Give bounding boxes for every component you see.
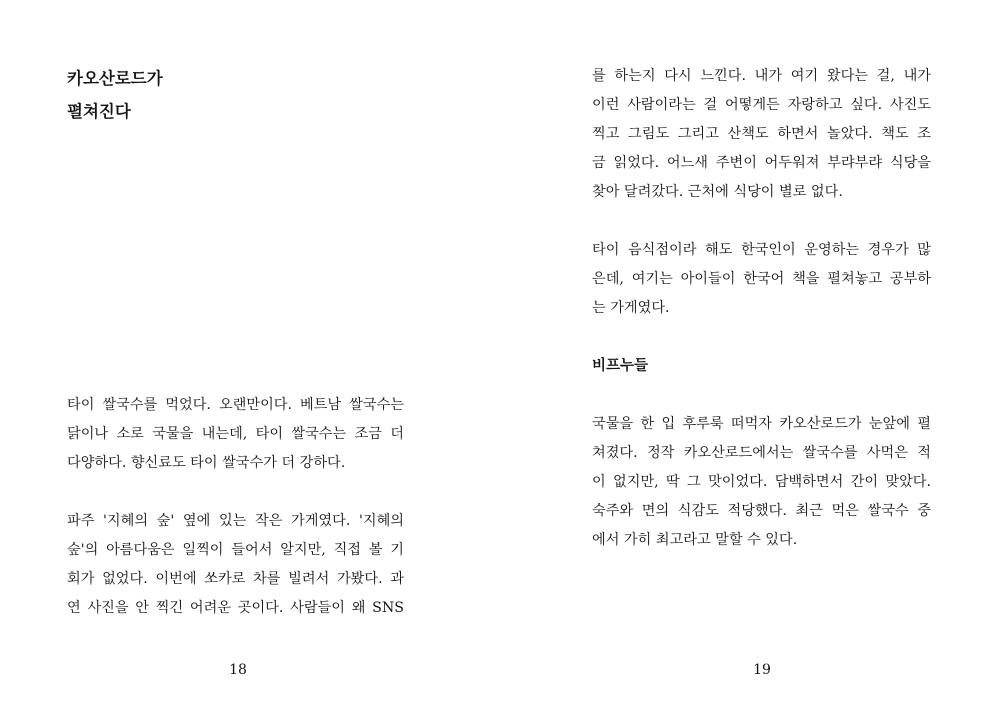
text-line: 찍고 그림도 그리고 산책도 하면서 놀았다. 책도 조 — [592, 126, 931, 142]
text-line: 파주 '지혜의 숲' 옆에 있는 작은 가게였다. '지혜의 — [67, 513, 404, 529]
text-line: 금 읽었다. 어느새 주변이 어두워져 부랴부랴 식당을 — [592, 155, 931, 171]
text-line: 국물을 한 입 후루룩 떠먹자 카오산로드가 눈앞에 펼 — [592, 416, 931, 432]
paragraph — [592, 62, 931, 207]
right-page — [500, 0, 1000, 714]
left-page-body — [67, 391, 404, 623]
section-subheading: 비프누들 — [592, 358, 649, 374]
chapter-title — [67, 62, 163, 128]
text-line: 이런 사람이라는 걸 어떻게든 자랑하고 싶다. 사진도 — [592, 97, 931, 113]
right-page-body — [592, 62, 931, 555]
chapter-title-line: 카오산로드가 — [67, 69, 163, 88]
text-line: 은데, 여기는 아이들이 한국어 책을 펼쳐놓고 공부하 — [592, 271, 931, 287]
paragraph — [67, 507, 404, 623]
paragraph — [592, 236, 931, 323]
paragraph — [592, 410, 931, 555]
text-line: 쳐졌다. 정작 카오산로드에서는 쌀국수를 사먹은 적 — [592, 445, 931, 461]
text-line: 숙주와 면의 식감도 적당했다. 최근 먹은 쌀국수 중 — [592, 503, 931, 519]
page-number: 18 — [229, 662, 247, 678]
text-line: 타이 음식점이라 해도 한국인이 운영하는 경우가 많 — [592, 242, 931, 258]
text-line: 에서 가히 최고라고 말할 수 있다. — [592, 532, 798, 548]
text-line: 이 없지만, 딱 그 맛이었다. 담백하면서 간이 맞았다. — [592, 474, 931, 490]
text-line: 다양하다. 향신료도 타이 쌀국수가 더 강하다. — [67, 455, 346, 471]
paragraph — [67, 391, 404, 478]
text-line: 찾아 달려갔다. 근처에 식당이 별로 없다. — [592, 184, 843, 200]
text-line: 닭이나 소로 국물을 내는데, 타이 쌀국수는 조금 더 — [67, 426, 404, 442]
text-line: 는 가게였다. — [592, 300, 670, 316]
text-line: 를 하는지 다시 느낀다. 내가 여기 왔다는 걸, 내가 — [592, 68, 931, 84]
page-number: 19 — [753, 662, 771, 678]
text-line: 숲'의 아름다움은 일찍이 들어서 알지만, 직접 볼 기 — [67, 542, 404, 558]
text-line: 회가 없었다. 이번에 쏘카로 차를 빌려서 가봤다. 과 — [67, 571, 404, 587]
text-line: 연 사진을 안 찍긴 어려운 곳이다. 사람들이 왜 SNS — [67, 600, 404, 616]
text-line: 타이 쌀국수를 먹었다. 오랜만이다. 베트남 쌀국수는 — [67, 397, 404, 413]
chapter-title-line: 펼쳐진다 — [67, 102, 131, 121]
